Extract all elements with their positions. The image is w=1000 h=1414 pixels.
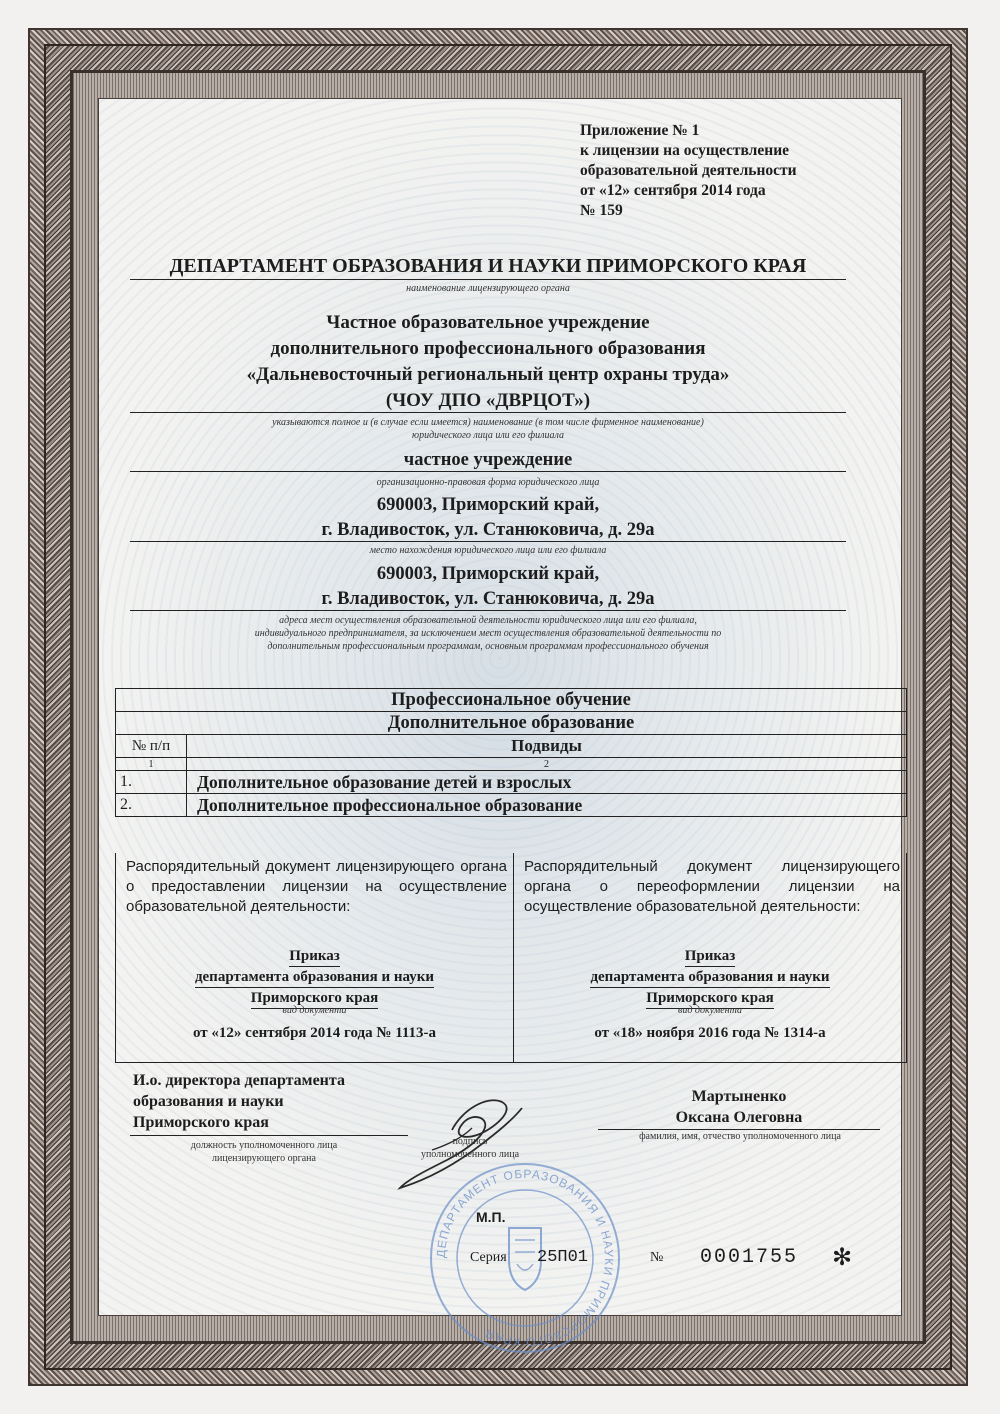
activity-address-caption-line: адреса мест осуществления образовательной деятельности юридического лица или его филиала, bbox=[279, 615, 697, 626]
appendix-line: образовательной деятельности bbox=[580, 162, 797, 179]
appendix-line: к лицензии на осуществление bbox=[580, 142, 790, 159]
section-additional-education: Дополнительное образование bbox=[116, 712, 907, 735]
number-label: № bbox=[650, 1250, 664, 1265]
activity-address-caption bbox=[120, 614, 856, 653]
reissue-document-order bbox=[514, 946, 906, 1009]
row-number: 2. bbox=[116, 794, 187, 817]
section-professional-training: Профессиональное обучение bbox=[116, 689, 907, 712]
stamp-text: ДЕПАРТАМЕНТ ОБРАЗОВАНИЯ И НАУКИ ПРИМОРСКОГО КРАЯ bbox=[433, 1166, 617, 1350]
activity-address-caption-line: дополнительным профессиональным программам, основным программам профессионального обучения bbox=[267, 641, 709, 652]
position-underline bbox=[130, 1135, 408, 1136]
organization-name-line: дополнительного профессионального образования bbox=[270, 338, 706, 359]
column-index-subtypes: 2 bbox=[187, 758, 907, 771]
signature-caption-line: уполномоченного лица bbox=[420, 1149, 520, 1160]
licensing-authority: ДЕПАРТАМЕНТ ОБРАЗОВАНИЯ И НАУКИ ПРИМОРСКОГО КРАЯ bbox=[130, 255, 846, 280]
order-issuer-region: Приморского края bbox=[646, 988, 773, 1009]
grant-document-date: от «12» сентября 2014 года № 1113-а bbox=[192, 1025, 437, 1041]
stamp-place-mark: М.П. bbox=[476, 1209, 506, 1225]
table-index-row bbox=[116, 758, 907, 771]
grant-document-lead: Распорядительный документ лицензирующего органа о предоставлении лицензии на осуществление образовательной деятельности: bbox=[126, 858, 507, 915]
signatory-given-names: Оксана Олеговна bbox=[675, 1109, 803, 1126]
administrative-documents bbox=[115, 853, 907, 1063]
column-header-subtypes: Подвиды bbox=[187, 735, 907, 758]
organization-name bbox=[130, 310, 846, 414]
organization-short-name: (ЧОУ ДПО «ДВРЦОТ») bbox=[385, 390, 591, 411]
column-header-number: № п/п bbox=[116, 735, 187, 758]
table-header-row bbox=[116, 735, 907, 758]
order-type: Приказ bbox=[685, 946, 736, 967]
grant-document bbox=[116, 853, 514, 1062]
document-kind-caption: вид документа bbox=[282, 1005, 347, 1016]
grant-document-order bbox=[116, 946, 513, 1009]
organization-underline bbox=[130, 412, 846, 413]
appendix-number: № 159 bbox=[580, 202, 623, 219]
signatory-name bbox=[598, 1086, 880, 1128]
location-line2: г. Владивосток, ул. Станюковича, д. 29а bbox=[130, 520, 846, 542]
name-caption: фамилия, имя, отчество уполномоченного лица bbox=[639, 1131, 841, 1142]
location-caption: место нахождения юридического лица или его филиала bbox=[369, 545, 607, 556]
table-row bbox=[116, 771, 907, 794]
activity-address-caption-line: индивидуального предпринимателя, за исключением мест осуществления образовательной деятельности по bbox=[254, 628, 722, 639]
position-caption-line: лицензирующего органа bbox=[212, 1153, 316, 1164]
order-issuer-region: Приморского края bbox=[251, 988, 378, 1009]
signatory-position-line: Приморского края bbox=[133, 1114, 269, 1131]
order-type: Приказ bbox=[289, 946, 340, 967]
row-subtype: Дополнительное профессиональное образование bbox=[187, 794, 907, 817]
education-types-table bbox=[115, 688, 907, 817]
reissue-document-lead: Распорядительный документ лицензирующего органа о переоформлении лицензии на осуществление образовательной деятельности: bbox=[524, 858, 900, 915]
form-number: 0001755 bbox=[700, 1246, 799, 1269]
signature-caption bbox=[400, 1135, 540, 1161]
series-value: 25П01 bbox=[537, 1248, 589, 1267]
organization-name-line: Частное образовательное учреждение bbox=[326, 312, 650, 333]
signatory-position bbox=[133, 1070, 345, 1133]
legal-form: частное учреждение bbox=[130, 450, 846, 472]
order-issuer: департамента образования и науки bbox=[590, 967, 829, 988]
order-issuer: департамента образования и науки bbox=[195, 967, 434, 988]
series-label: Серия bbox=[470, 1250, 507, 1265]
signature-caption-line: подпись bbox=[452, 1136, 488, 1147]
appendix-date: от «12» сентября 2014 года bbox=[580, 182, 766, 199]
legal-form-caption: организационно-правовая форма юридического лица bbox=[376, 477, 600, 488]
reissue-document bbox=[514, 853, 906, 1062]
asterisk-mark: ✻ bbox=[832, 1245, 853, 1271]
location-line1: 690003, Приморский край, bbox=[376, 495, 600, 515]
table-section-row bbox=[116, 712, 907, 735]
row-subtype: Дополнительное образование детей и взрослых bbox=[187, 771, 907, 794]
organization-caption-line: указываются полное и (в случае если имеется) наименование (в том числе фирменное наименование) bbox=[272, 417, 704, 428]
appendix-header bbox=[580, 121, 797, 221]
licensing-authority-caption: наименование лицензирующего органа bbox=[406, 283, 570, 294]
signatory-surname: Мартыненко bbox=[691, 1088, 787, 1105]
reissue-document-date: от «18» ноября 2016 года № 1314-а bbox=[594, 1025, 826, 1041]
table-section-row bbox=[116, 689, 907, 712]
position-caption bbox=[118, 1139, 410, 1165]
signatory-position-line: И.о. директора департамента bbox=[133, 1072, 345, 1089]
organization-name-line: «Дальневосточный региональный центр охраны труда» bbox=[246, 364, 730, 385]
name-underline bbox=[598, 1129, 880, 1130]
row-number: 1. bbox=[116, 771, 187, 794]
appendix-title: Приложение № 1 bbox=[580, 122, 700, 139]
document-kind-caption: вид документа bbox=[678, 1005, 742, 1016]
signatory-position-line: образования и науки bbox=[133, 1093, 284, 1110]
position-caption-line: должность уполномоченного лица bbox=[190, 1140, 338, 1151]
organization-caption-line: юридического лица или его филиала bbox=[412, 430, 564, 441]
activity-address-line1: 690003, Приморский край, bbox=[376, 564, 600, 584]
organization-caption bbox=[130, 416, 846, 442]
table-row bbox=[116, 794, 907, 817]
activity-address-line2: г. Владивосток, ул. Станюковича, д. 29а bbox=[130, 589, 846, 611]
column-index-number: 1 bbox=[116, 758, 187, 771]
